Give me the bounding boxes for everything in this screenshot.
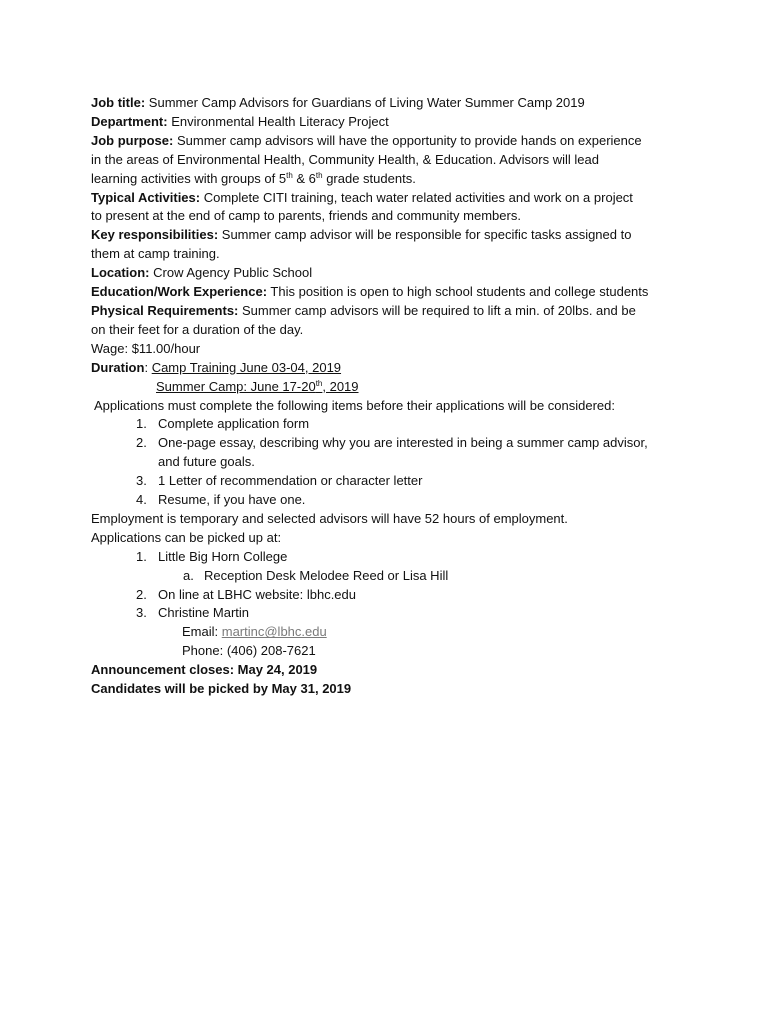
department-value: Environmental Health Literacy Project (171, 113, 389, 129)
list-number: 1. (136, 416, 147, 432)
job-purpose-line-3 (91, 170, 691, 189)
job-purpose-text-3a: learning activities with groups of 5 (91, 170, 287, 186)
education-line (91, 283, 691, 302)
job-title-line (91, 94, 691, 113)
list-item-text: Christine Martin (158, 605, 250, 621)
duration-colon: : (144, 359, 152, 375)
list-number: 2. (136, 586, 147, 602)
location-line (91, 264, 691, 283)
summer-camp-dates (156, 379, 359, 394)
key-responsibilities-label: Key responsibilities: (91, 227, 219, 243)
list-item-text: Little Big Horn College (158, 548, 288, 564)
email-line (91, 623, 691, 642)
job-purpose-text-1: Summer camp advisors will have the opportunity to provide hands on experience (176, 132, 642, 148)
employment-line: Employment is temporary and selected advisors will have 52 hours of employment. (91, 510, 568, 526)
list-number: 1. (136, 548, 147, 564)
duration-line (91, 359, 691, 378)
list-item-text: Resume, if you have one. (158, 492, 306, 508)
physical-requirements-label: Physical Requirements: (91, 302, 239, 318)
wage-line: Wage: $11.00/hour (91, 340, 201, 356)
sub-list-item (91, 567, 691, 586)
list-item-text: Complete application form (158, 416, 310, 432)
email-link[interactable]: martinc@lbhc.edu (221, 624, 327, 640)
job-purpose-label: Job purpose: (91, 132, 174, 148)
physical-requirements-line-1 (91, 302, 691, 321)
physical-requirements-text-1: Summer camp advisors will be required to lift a min. of 20lbs. and be (242, 302, 636, 318)
list-item-text: One-page essay, describing why you are interested in being a summer camp advisor, (158, 435, 648, 451)
typical-activities-label: Typical Activities: (91, 189, 201, 205)
list-item (91, 604, 691, 623)
list-item (91, 491, 691, 510)
summer-camp-text-a: Summer Camp: June 17-20 (156, 378, 316, 394)
typical-activities-line-1 (91, 189, 691, 208)
physical-requirements-line-2: on their feet for a duration of the day. (91, 321, 304, 337)
summer-camp-text-b: , 2019 (322, 378, 359, 394)
superscript-th: th (286, 170, 293, 180)
department-label: Department: (91, 113, 168, 129)
list-item (91, 586, 691, 605)
location-value: Crow Agency Public School (153, 265, 313, 281)
superscript-th: th (315, 378, 323, 388)
job-posting (91, 94, 691, 699)
duration-label: Duration (91, 359, 145, 375)
job-title-value: Summer Camp Advisors for Guardians of Living Water Summer Camp 2019 (148, 95, 585, 110)
typical-activities-text-1: Complete CITI training, teach water related activities and work on a project (203, 189, 633, 205)
job-purpose-line-1 (91, 132, 691, 151)
typical-activities-line-2: to present at the end of camp to parents, friends and community members. (91, 208, 521, 224)
announcement-closes: Announcement closes: May 24, 2019 (91, 662, 318, 678)
key-responsibilities-text-1: Summer camp advisor will be responsible for specific tasks assigned to (221, 227, 632, 243)
sub-list-item-text: Reception Desk Melodee Reed or Lisa Hill (204, 567, 449, 583)
sub-list-letter: a. (183, 567, 194, 583)
list-number: 4. (136, 492, 147, 508)
camp-training-dates: Camp Training June 03-04, 2019 (151, 359, 342, 375)
email-label: Email: (182, 624, 222, 640)
list-number: 3. (136, 605, 147, 621)
education-label: Education/Work Experience: (91, 284, 268, 300)
job-title-label: Job title: (91, 95, 146, 110)
list-item-text: On line at LBHC website: lbhc.edu (158, 586, 356, 602)
list-item (91, 415, 691, 434)
key-responsibilities-line-2: them at camp training. (91, 246, 220, 262)
list-item-text: 1 Letter of recommendation or character letter (158, 473, 423, 489)
location-label: Location: (91, 265, 150, 281)
pickup-intro: Applications can be picked up at: (91, 529, 282, 545)
list-item (91, 472, 691, 491)
applications-intro: Applications must complete the following items before their applications will be considered: (94, 397, 615, 413)
list-item (91, 434, 691, 453)
list-item (91, 548, 691, 567)
list-number: 3. (136, 473, 147, 489)
job-purpose-line-2: in the areas of Environmental Health, Community Health, & Education. Advisors will lead (91, 151, 599, 167)
candidates-picked: Candidates will be picked by May 31, 2019 (91, 681, 352, 697)
phone-line: Phone: (406) 208-7621 (182, 643, 316, 659)
list-item-continuation: and future goals. (158, 454, 255, 470)
department-line (91, 113, 691, 132)
superscript-th: th (315, 170, 323, 180)
summer-camp-dates-line (91, 378, 691, 397)
job-purpose-text-3c: grade students. (322, 170, 416, 186)
list-number: 2. (136, 435, 147, 451)
key-responsibilities-line-1 (91, 226, 691, 245)
job-purpose-text-3b: & 6 (292, 170, 316, 186)
education-value: This position is open to high school students and college students (270, 284, 649, 300)
